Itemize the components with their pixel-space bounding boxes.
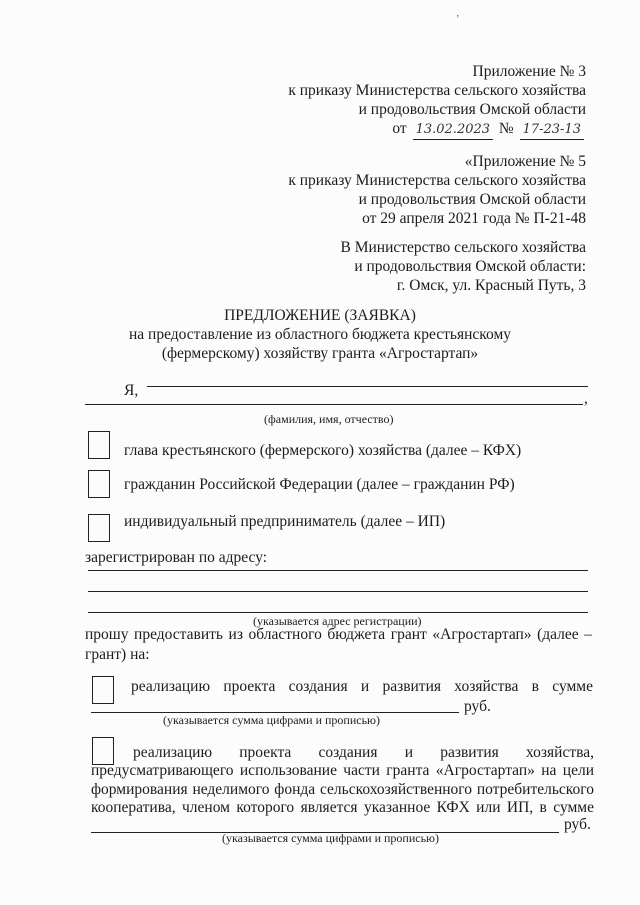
option1-text: реализацию проекта создания и развития хозяйства в сумме: [131, 678, 593, 695]
applicant-caption: (фамилия, имя, отчество): [264, 412, 394, 426]
request-line1: прошу предоставить из областного бюджета грант «Агростартап» (далее –: [85, 626, 592, 643]
applicant-name-field-line2[interactable]: [85, 404, 583, 405]
document-title: [0, 306, 640, 363]
addressee-line1: В Министерство сельского хозяйства: [340, 239, 586, 256]
annex3-line2: к приказу Министерства сельского хозяйства: [288, 82, 586, 99]
address-field-line3[interactable]: [88, 612, 588, 613]
address-field-line1[interactable]: [88, 570, 588, 571]
annex5-line1: «Приложение № 5: [464, 153, 586, 170]
annex5-line4: от 29 апреля 2021 года № П-21-48: [362, 210, 586, 227]
status-checkbox-kfh[interactable]: [88, 431, 110, 459]
addressee-line2: и продовольствия Омской области:: [354, 258, 586, 275]
option2-line1: реализацию проекта создания и развития хозяйства,: [133, 744, 594, 761]
title-line1: ПРЕДЛОЖЕНИЕ (ЗАЯВКА): [224, 307, 416, 324]
title-line3: (фермерскому) хозяйству гранта «Агростартап»: [161, 345, 479, 362]
address-field-line2[interactable]: [88, 591, 588, 592]
annex3-header: [288, 62, 586, 140]
annex3-line1: Приложение № 3: [472, 63, 586, 80]
option2-caption: (указывается сумма цифрами и прописью): [222, 831, 440, 845]
status-label-ip: индивидуальный предприниматель (далее – ИП): [124, 513, 446, 530]
handwritten-date: 13.02.2023: [413, 120, 493, 140]
status-label-citizen: гражданин Российской Федерации (далее – гражданин РФ): [124, 476, 515, 493]
option2-line4: кооператива, членом которого является указанное КФХ или ИП, в сумме: [91, 799, 594, 816]
addressee-line3: г. Омск, ул. Красный Путь, 3: [396, 277, 586, 294]
annex5-line3: и продовольствия Омской области: [358, 191, 586, 208]
option1-checkbox[interactable]: [92, 676, 114, 704]
applicant-name-field-line1[interactable]: [147, 386, 588, 387]
addressee-block: [341, 238, 586, 295]
option2-line3: формирования неделимого фонда сельскохозяйственного потребительского: [91, 781, 594, 798]
status-checkbox-ip[interactable]: [88, 514, 110, 542]
option1-currency: руб.: [464, 698, 491, 715]
annex5-line2: к приказу Министерства сельского хозяйства: [288, 172, 586, 189]
request-line2: грант) на:: [85, 646, 150, 663]
applicant-label: Я,: [124, 382, 139, 399]
option1-caption: (указывается сумма цифрами и прописью): [163, 713, 381, 727]
applicant-comma: ,: [584, 390, 588, 407]
annex3-line3: и продовольствия Омской области: [358, 101, 586, 118]
scan-mark: ʼ: [456, 14, 460, 25]
address-caption: (указывается адрес регистрации): [253, 614, 422, 628]
option2-line2: предусматривающего использование части гранта «Агростартап» на цели: [91, 762, 594, 779]
handwritten-number: 17-23-13: [520, 120, 584, 140]
annex3-date-number: [288, 119, 586, 140]
status-label-kfh: глава крестьянского (фермерского) хозяйства (далее – КФХ): [124, 442, 522, 459]
title-line2: на предоставление из областного бюджета крестьянскому: [128, 326, 512, 343]
annex5-header: [288, 152, 586, 228]
status-checkbox-citizen[interactable]: [88, 470, 110, 498]
address-label: зарегистрирован по адресу:: [85, 549, 268, 566]
number-prefix: №: [498, 120, 514, 137]
option2-currency: руб.: [564, 816, 591, 833]
date-prefix: от: [392, 120, 407, 137]
